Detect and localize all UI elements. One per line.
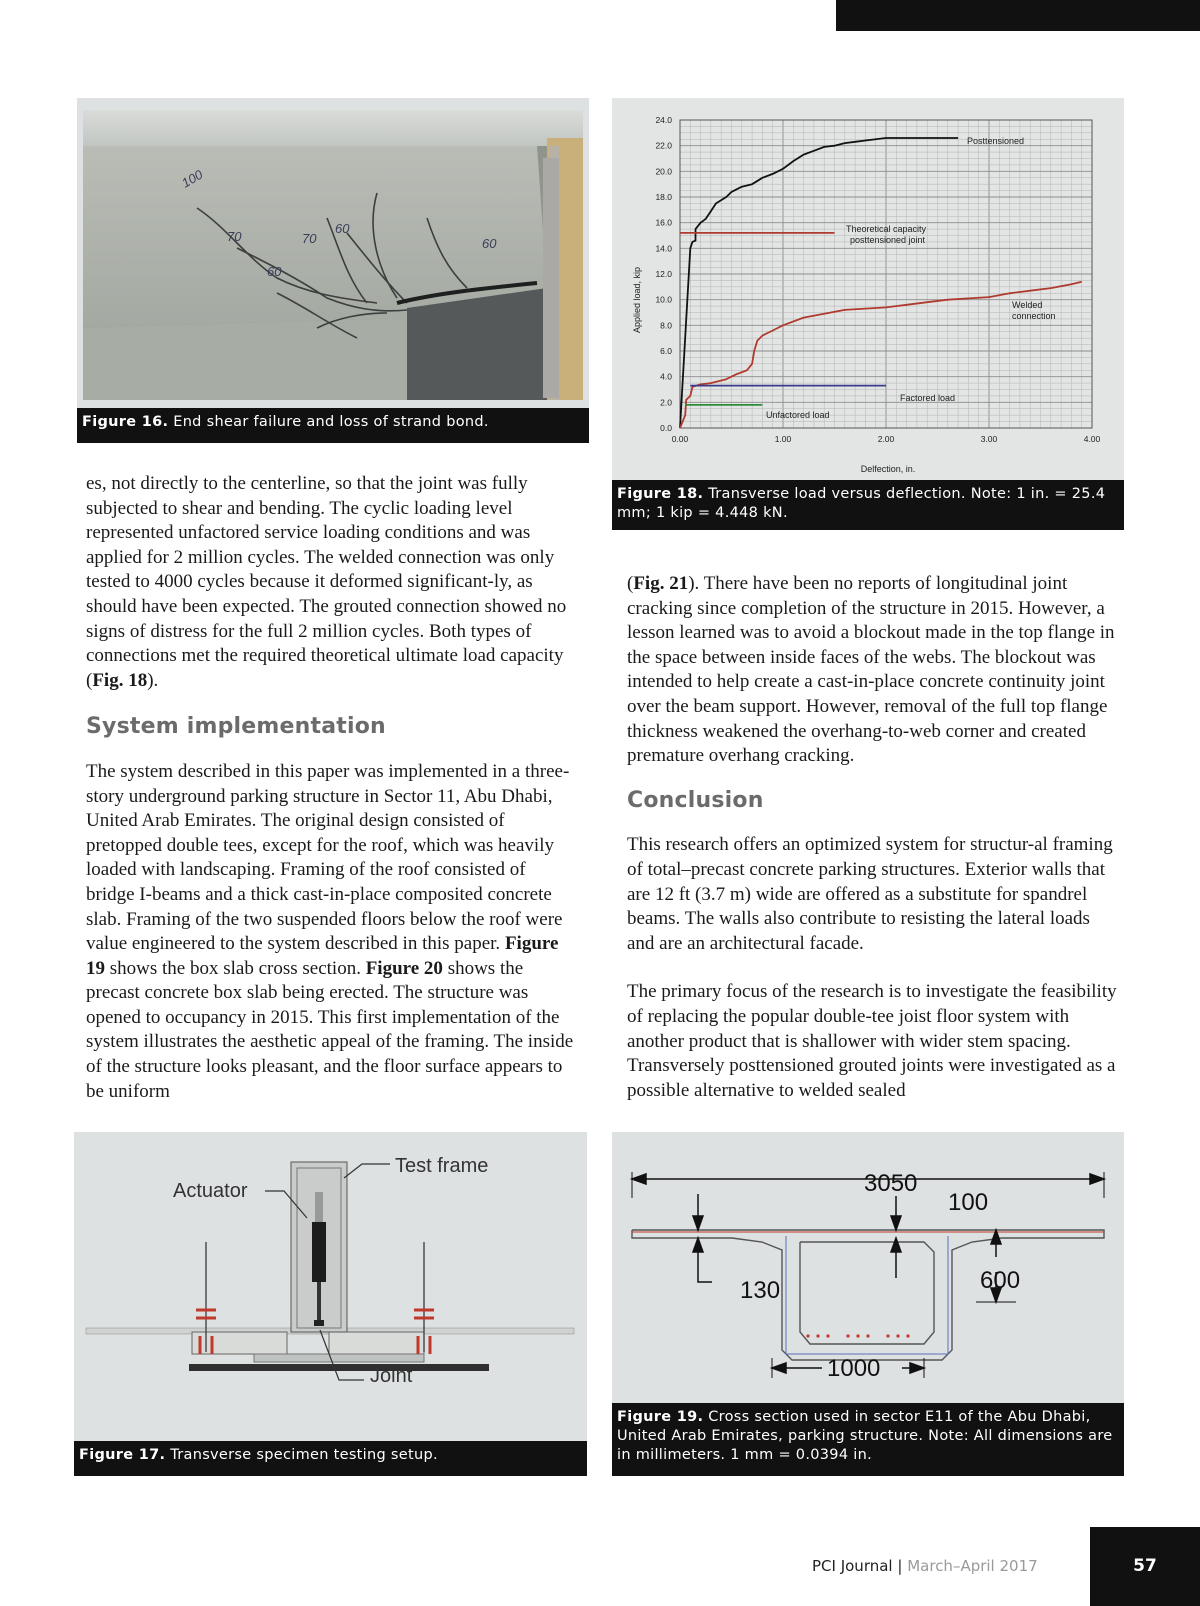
annotation-unfactored: Unfactored load <box>766 410 830 420</box>
caption-label: Figure 19. <box>617 1409 704 1425</box>
text-run: ( <box>627 573 634 594</box>
figure-16-caption <box>77 408 589 443</box>
dim-1000: 1000 <box>827 1355 881 1382</box>
figure-17-caption <box>74 1441 587 1476</box>
photo-mark: 70 <box>302 231 317 246</box>
label-actuator: Actuator <box>173 1180 248 1202</box>
chart-grid <box>680 120 1092 428</box>
text-run: es, not directly to the centerline, so that the joint was fully subjected to shear and bending. The cyclic loading level represented unfactored service loading conditions and was applied for 2 million cycles. The welded connection was only tested to 4000 cycles because it deformed significant-ly, as should have been expected. The grouted connection showed no signs of distress for the full 2 million cycles. Both types of connections met the required theoretical ultimate load capacity ( <box>86 473 567 691</box>
y-tick-label: 0.0 <box>660 423 672 433</box>
chart-x-label: Delfection, in. <box>860 464 916 474</box>
issue-date: March–April 2017 <box>907 1557 1038 1575</box>
caption-text: Cross section used in sector E11 of the Abu Dhabi, United Arab Emirates, parking structure. Note: All dimensions are in millimeters. 1 mm = 0.0394 in. <box>617 1409 1113 1463</box>
y-tick-label: 20.0 <box>655 166 672 177</box>
chart-y-label: Applied load, kip <box>632 266 642 334</box>
y-tick-label: 12.0 <box>655 269 672 279</box>
figure-18 <box>612 98 1124 530</box>
caption-label: Figure 16. <box>82 414 169 430</box>
figure-17 <box>74 1132 587 1476</box>
y-tick-label: 22.0 <box>655 140 672 151</box>
dim-600: 600 <box>980 1267 1021 1294</box>
y-tick-label: 16.0 <box>655 217 672 228</box>
dim-130: 130 <box>740 1277 781 1304</box>
figure-19-caption <box>612 1403 1124 1476</box>
annotation-theoretical: Theoretical capacity <box>846 224 927 234</box>
figure-16 <box>77 98 589 443</box>
label-test-frame: Test frame <box>395 1155 489 1177</box>
paragraph <box>86 760 576 1104</box>
text-run: ). <box>147 669 159 691</box>
y-tick-label: 10.0 <box>655 294 672 305</box>
figure-18-caption <box>612 480 1124 530</box>
x-tick-label: 4.00 <box>1083 434 1101 444</box>
cross-section-diagram <box>612 1132 1124 1402</box>
caption-label: Figure 17. <box>79 1447 166 1463</box>
annotation-posttensioned: Posttensioned <box>967 136 1025 146</box>
journal-name: PCI Journal <box>812 1557 893 1575</box>
caption-text: Transverse load versus deflection. Note: 1 in. = 25.4 mm; 1 kip = 4.448 kN. <box>617 486 1106 521</box>
text-run: ). There have been no reports of longitudinal joint cracking since completion of the structure in 2015. However, a lesson learned was to avoid a blockout made in the top flange in the space between inside faces of the webs. The blockout was intended to help create a cast-in-place concrete continuity joint over the beam support. However, removal of the full top flange thickness weakened the overhang-to-web corner and created premature overhang cracking. <box>627 573 1115 767</box>
y-tick-label: 24.0 <box>655 115 672 125</box>
figure-16-photo <box>77 98 589 410</box>
photo-mark: 100 <box>179 166 206 191</box>
annotation-welded: Welded <box>1012 300 1043 310</box>
right-column <box>627 572 1117 1103</box>
paragraph: This research offers an optimized system for structur-al framing of total–precast concrete parking structures. Exterior walls that are 12 ft (3.7 m) wide are offered as a substitute for spandrel beams. The walls also contribute to resisting the lateral loads and are an architectural facade. <box>627 834 1113 954</box>
label-joint: Joint <box>370 1365 413 1387</box>
paragraph <box>86 472 576 693</box>
y-tick-label: 18.0 <box>655 192 672 202</box>
x-tick-label: 2.00 <box>877 434 895 444</box>
x-tick-label: 1.00 <box>774 434 792 444</box>
footer-separator: | <box>897 1557 903 1575</box>
load-deflection-chart <box>612 98 1124 480</box>
annotation-factored: Factored load <box>900 393 956 403</box>
dim-100: 100 <box>948 1189 989 1216</box>
text-run: The system described in this paper was implemented in a three-story underground parking structure in Sector 11, Abu Dhabi, United Arab Emirates. The original design consisted of pretopped double tees, except for the roof, which was heavily loaded with landscaping. Framing of the roof consisted of bridge I-beams and a thick cast-in-place composited concrete slab. Framing of the two suspended floors below the roof were value engineered to the system described in this paper. <box>86 760 570 955</box>
photo-mark: 70 <box>227 229 242 244</box>
photo-mark: 60 <box>267 264 282 279</box>
footer-journal <box>812 1557 1038 1575</box>
section-heading: System implementation <box>86 714 386 740</box>
y-tick-label: 8.0 <box>660 320 672 331</box>
y-tick-label: 14.0 <box>655 243 672 254</box>
left-column <box>86 472 576 1104</box>
test-setup-diagram <box>74 1132 587 1442</box>
x-tick-label: 3.00 <box>980 434 998 444</box>
text-run: shows the box slab cross section. <box>105 957 366 979</box>
caption-label: Figure 18. <box>617 486 704 502</box>
x-tick-label: 0.00 <box>671 434 689 444</box>
annotation-welded-2: connection <box>1012 311 1056 321</box>
figure-reference[interactable]: Figure 20 <box>365 957 443 979</box>
y-tick-label: 2.0 <box>660 397 672 408</box>
paragraph <box>627 572 1117 769</box>
y-tick-label: 4.0 <box>660 371 672 382</box>
caption-text: End shear failure and loss of strand bond. <box>173 414 489 430</box>
photo-mark: 60 <box>482 236 497 251</box>
caption-text: Transverse specimen testing setup. <box>170 1447 438 1463</box>
text-run: shows the precast concrete box slab being erected. The structure was opened to occupancy in 2015. This first implementation of the system illustrates the aesthetic appeal of the framing. The inside of the structure looks pleasant, and the floor surface appears to be uniform <box>86 957 574 1102</box>
figure-reference[interactable]: Figure 19 <box>86 933 559 979</box>
figure-reference[interactable]: Fig. 18 <box>92 669 148 691</box>
dim-3050: 3050 <box>864 1170 918 1197</box>
photo-mark: 60 <box>335 221 350 236</box>
header-bar <box>836 0 1200 31</box>
y-tick-label: 6.0 <box>660 346 672 356</box>
paragraph: The primary focus of the research is to investigate the feasibility of replacing the popular double-tee joist floor system with another product that is shallower with wider stem spacing. Transversely posttensioned grouted joints were investigated as a possible alternative to welded sealed <box>627 981 1117 1101</box>
figure-19 <box>612 1132 1124 1476</box>
page-number: 57 <box>1090 1527 1200 1606</box>
figure-reference[interactable]: Fig. 21 <box>633 573 689 594</box>
annotation-theoretical-2: posttensioned joint <box>850 235 926 245</box>
section-heading: Conclusion <box>627 787 764 813</box>
